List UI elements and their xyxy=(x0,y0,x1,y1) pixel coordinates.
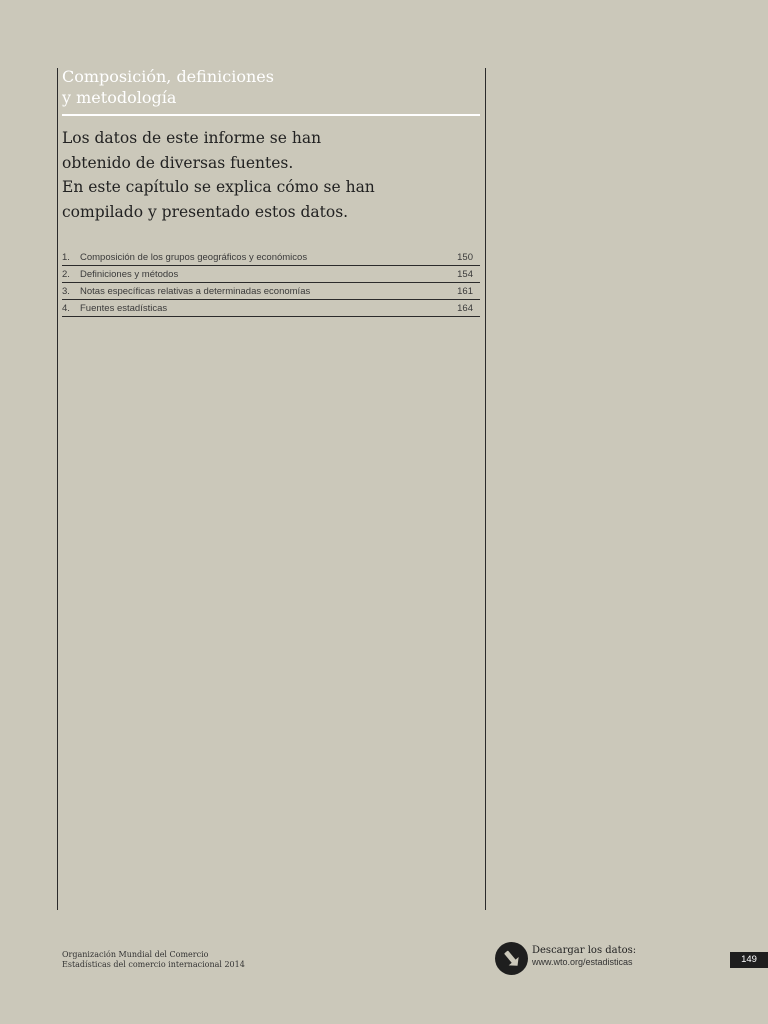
footer-publisher xyxy=(62,950,245,970)
footer-org-line-2: Estadísticas del comercio internacional 2014 xyxy=(62,960,245,969)
intro-paragraph xyxy=(62,126,482,224)
toc-entry-page: 164 xyxy=(457,302,473,314)
toc-entry-page: 154 xyxy=(457,268,473,280)
toc-entry[interactable] xyxy=(62,300,480,317)
toc-entry[interactable] xyxy=(62,266,480,283)
toc-entry-number: 4. xyxy=(62,302,70,314)
toc-entry-page: 161 xyxy=(457,285,473,297)
toc-entry-label: Fuentes estadísticas xyxy=(80,302,168,314)
download-link[interactable]: www.wto.org/estadisticas xyxy=(532,957,633,967)
title-divider xyxy=(62,114,480,116)
toc-entry-number: 2. xyxy=(62,268,70,280)
chapter-title xyxy=(62,66,482,108)
toc-entry-label: Definiciones y métodos xyxy=(80,268,179,280)
page-number: 149 xyxy=(730,952,768,968)
table-of-contents xyxy=(62,249,480,317)
intro-line-1: Los datos de este informe se han xyxy=(62,129,322,147)
intro-line-2: obtenido de diversas fuentes. xyxy=(62,153,294,172)
right-margin-rule xyxy=(485,68,486,910)
toc-entry[interactable] xyxy=(62,249,480,266)
toc-entry[interactable] xyxy=(62,283,480,300)
footer-org-line-1: Organización Mundial del Comercio xyxy=(62,950,209,959)
toc-entry-number: 1. xyxy=(62,251,70,263)
intro-line-4: compilado y presentado estos datos. xyxy=(62,202,349,221)
chapter-title-line-1: Composición, definiciones xyxy=(62,67,274,86)
download-disc-icon[interactable] xyxy=(495,942,528,975)
toc-entry-label: Notas específicas relativas a determinadas economías xyxy=(80,285,311,297)
intro-line-3: En este capítulo se explica cómo se han xyxy=(62,178,375,196)
left-margin-rule xyxy=(57,68,58,910)
download-block xyxy=(532,945,636,967)
toc-entry-number: 3. xyxy=(62,285,70,297)
toc-entry-label: Composición de los grupos geográficos y económicos xyxy=(80,251,308,263)
chapter-title-line-2: y metodología xyxy=(62,88,177,107)
download-title: Descargar los datos: xyxy=(532,945,637,956)
toc-entry-page: 150 xyxy=(457,251,473,263)
